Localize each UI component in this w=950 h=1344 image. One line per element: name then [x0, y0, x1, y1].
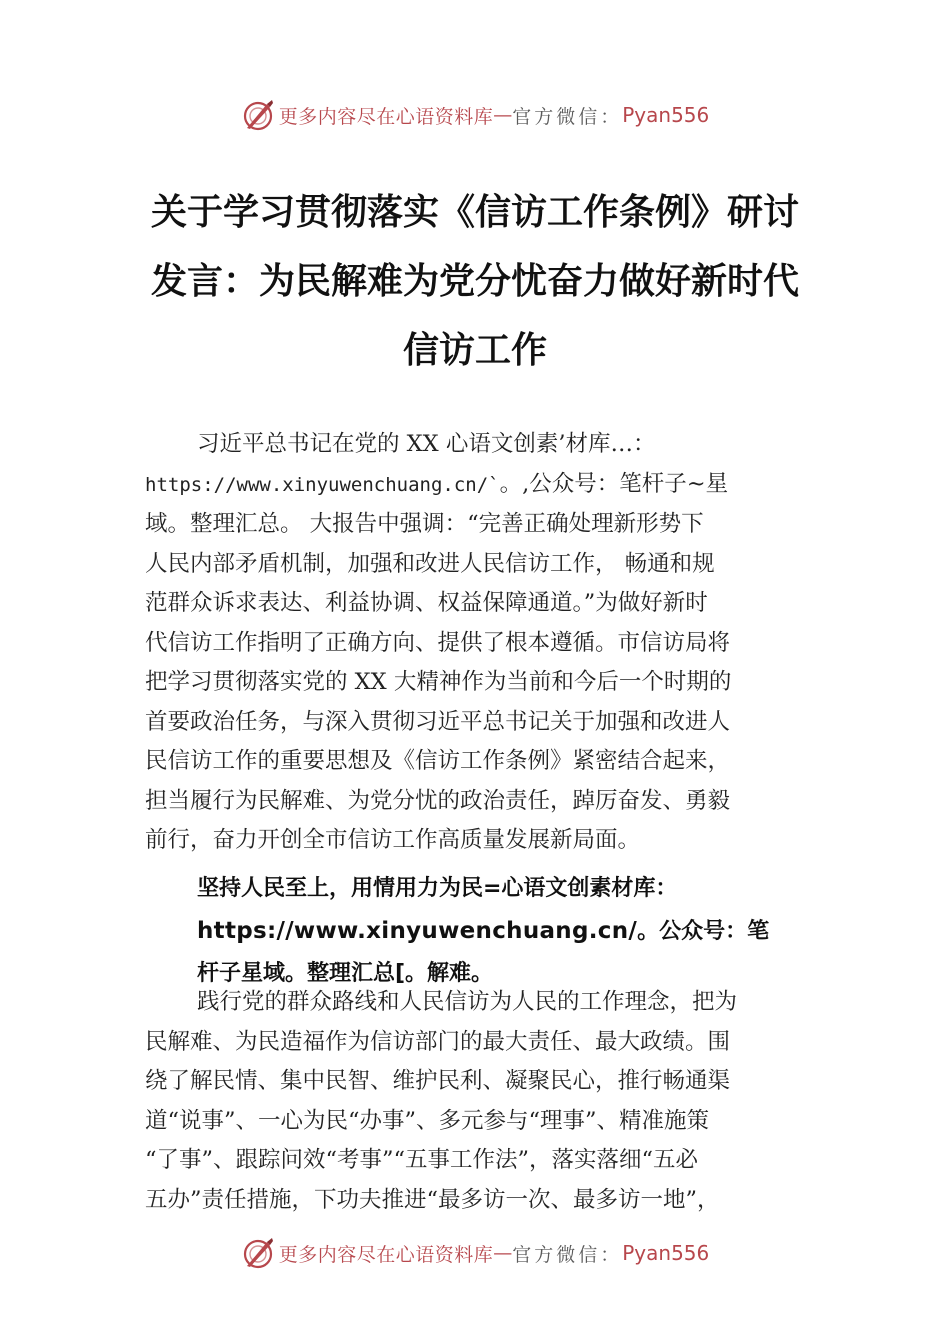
footer-banner: [0, 1235, 950, 1271]
header-banner: [0, 97, 950, 133]
banner-text: 更多内容尽在心语资料库: [278, 105, 494, 128]
heading-text: 。公众号：笔: [637, 919, 770, 944]
paragraph-text: 。,公众号：笔杆子~星: [499, 470, 729, 497]
paragraph-line: 民解难、为民造福作为信访部门的最大责任、最大政绩。围: [145, 1028, 731, 1055]
heading-line: 杆子星域。整理汇总[。解难。: [197, 961, 494, 986]
paragraph-intro: [145, 425, 815, 861]
paragraph-line: 民信访工作的重要思想及《信访工作条例》紧密结合起来，: [145, 748, 731, 774]
paragraph-line: 人民内部矛盾机制，加强和改进人民信访工作， 畅通和规: [145, 550, 715, 577]
paragraph-line: 域。整理汇总。 大报告中强调：“完善正确处理新形势下: [145, 511, 704, 537]
paragraph-line: 五办”责任措施，下功夫推进“最多访一次、最多访一地”，: [145, 1186, 720, 1213]
title-line-2: 发言：为民解难为党分忧奋力做好新时代: [150, 261, 799, 302]
pen-logo-icon: [241, 1236, 275, 1270]
heading-line: 坚持人民至上，用情用力为民=心语文创素材库：: [197, 876, 678, 901]
paragraph-line: 前行，奋力开创全市信访工作高质量发展新局面。: [145, 827, 641, 853]
heading-line: [197, 910, 847, 953]
banner-wechat-label: 官方微信：: [512, 1243, 623, 1266]
title-line-1: 关于学习贯彻落实《信访工作条例》研讨: [150, 192, 799, 233]
title-line-3: 信访工作: [402, 330, 547, 371]
banner-separator: —: [493, 1242, 513, 1264]
paragraph-line: 担当履行为民解难、为党分忧的政治责任，踔厉奋发、勇毅: [145, 787, 731, 814]
paragraph-line: 习近平总书记在党的 XX 心语文创素’材库…：: [197, 431, 656, 457]
paragraph-line: 道“说事”、一心为民“办事”、多元参与“理事”、精准施策: [145, 1107, 710, 1134]
banner-wechat-label: 官方微信：: [512, 105, 623, 128]
pen-logo-icon: [241, 98, 275, 132]
paragraph-line: 首要政治任务，与深入贯彻习近平总书记关于加强和改进人: [145, 708, 731, 735]
paragraph-practice: [145, 983, 815, 1220]
paragraph-line: “了事”、跟踪问效“考事”“五事工作法”，落实落细“五必: [145, 1147, 699, 1173]
banner-wechat-id: Pyan556: [622, 1241, 710, 1265]
paragraph-line: 践行党的群众路线和人民信访为人民的工作理念，把为: [197, 989, 738, 1015]
paragraph-line: 范群众诉求表达、利益协调、权益保障通道。”为做好新时: [145, 590, 708, 616]
paragraph-line: 把学习贯彻落实党的 XX 大精神作为当前和今后一个时期的: [145, 669, 732, 695]
paragraph-line: 绕了解民情、集中民智、维护民利、凝聚民心，推行畅通渠: [145, 1068, 731, 1094]
banner-separator: —: [493, 104, 513, 126]
paragraph-line: [145, 465, 815, 506]
section-heading: [197, 868, 847, 995]
paragraph-line: 代信访工作指明了正确方向、提供了根本遵循。市信访局将: [145, 629, 731, 656]
banner-text: 更多内容尽在心语资料库: [278, 1243, 494, 1266]
banner-wechat-id: Pyan556: [622, 103, 710, 127]
heading-url: https://www.xinyuwenchuang.cn/: [197, 918, 638, 944]
url-text: https://www.xinyuwenchuang.cn/`: [145, 473, 500, 496]
document-title: [140, 178, 810, 385]
